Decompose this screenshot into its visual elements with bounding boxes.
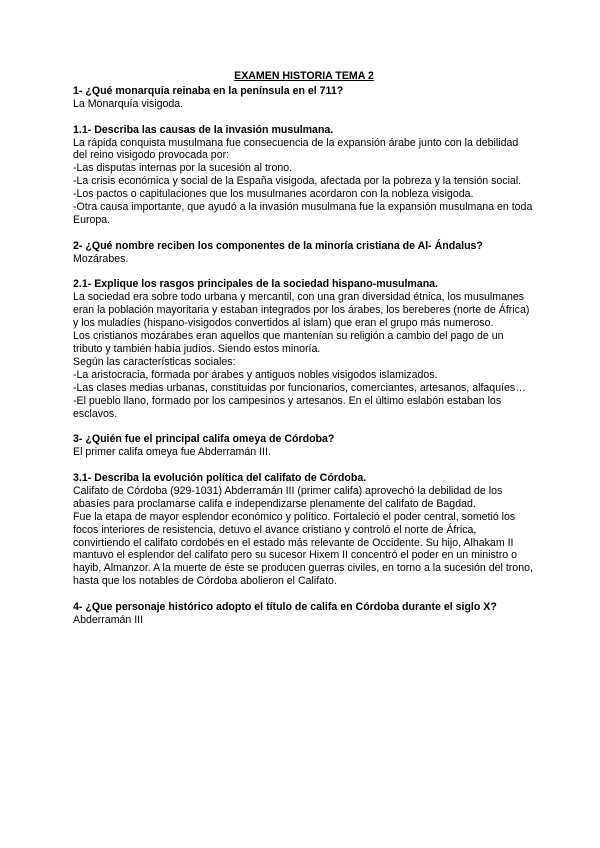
answer-line: Los cristianos mozárabes eran aquellos que mantenían su religión a cambio del pago de un tributo y también había judíos. Siendo estos minoría.	[73, 330, 504, 355]
answer-line: -Las clases medias urbanas, constituidas por funcionarios, comerciantes, artesanos, alfaquíes…	[73, 381, 526, 394]
answer-line: La rápida conquista musulmana fue consecuencia de la expansión árabe junto con la debilidad del reino visigodo provocada por:	[73, 136, 519, 162]
answer-line: La sociedad era sobre todo urbana y mercantil, con una gran diversidad étnica, los musulmanes eran la población mayoritaria y estaban integrados por los árabes, los bereberes (norte de África) y los muladíes (hispano-visigodos convertidos al islam) que eran el grupo más numeroso.	[73, 291, 530, 330]
section-3	[73, 433, 535, 459]
answer-line: -La aristocracia, formada por árabes y antiguos nobles visigodos islamizados.	[73, 368, 438, 381]
question: 2.1- Explique los rasgos principales de la sociedad hispano-musulmana.	[73, 278, 439, 291]
answer-line: El primer califa omeya fue Abderramán III.	[73, 446, 271, 459]
answer-line: -El pueblo llano, formado por los campesinos y artesanos. En el último eslabón estaban los esclavos.	[73, 394, 502, 420]
question: 3.1- Describa la evolución política del califato de Córdoba.	[73, 472, 367, 485]
section-3-1	[73, 472, 535, 588]
section-2	[73, 240, 535, 266]
answer-line: Fue la etapa de mayor esplendor económico y político. Fortaleció el poder central, sometió los focos interiores de resistencia, detuvo el avance cristiano y controló el norte de África, convirtiendo el califato cordobés en el estado más relevante de Occidente. Su hijo, Alhakam II mantuvo el esplendor del califato pero su sucesor Hixem II concentró el poder en un ministro o hayib, Almanzor. A la muerte de éste se producen guerras civiles, en torno a la sucesión del trono, hasta que los notables de Córdoba abolieron el Califato.	[73, 510, 533, 588]
answer-line: La Monarquía visigoda.	[73, 97, 184, 110]
answer-line: Mozárabes.	[73, 252, 129, 265]
question: 1.1- Describa las causas de la invasión musulmana.	[73, 123, 334, 136]
answer-line: -Los pactos o capitulaciones que los musulmanes acordaron con la nobleza visigoda.	[73, 188, 474, 201]
exam-page	[73, 70, 535, 640]
question: 2- ¿Qué nombre reciben los componentes de la minoría cristiana de Al- Ándalus?	[73, 239, 483, 252]
answer-line: -La crisis económica y social de la España visigoda, afectada por la pobreza y la tensión social.	[73, 175, 522, 188]
question: 1- ¿Qué monarquía reinaba en la península en el 711?	[73, 84, 344, 97]
question: 3- ¿Quién fue el principal califa omeya de Córdoba?	[73, 433, 335, 446]
question: 4- ¿Que personaje histórico adopto el título de califa en Córdoba durante el siglo X?	[73, 601, 497, 614]
exam-title: EXAMEN HISTORIA TEMA 2	[234, 70, 374, 82]
section-1	[73, 85, 535, 111]
section-2-1	[73, 278, 535, 420]
answer-line: Según las características sociales:	[73, 355, 236, 368]
section-1-1	[73, 124, 535, 227]
answer-line: -Las disputas internas por la sucesión al trono.	[73, 162, 293, 175]
answer-line: Abderramán III	[73, 613, 144, 626]
section-4	[73, 601, 535, 627]
answer-line: -Otra causa importante, que ayudó a la invasión musulmana fue la expansión musulmana en toda Europa.	[73, 201, 533, 226]
answer-line: Califato de Córdoba (929-1031) Abderramán III (primer califa) aprovechó la debilidad de los abasíes para proclamarse califa e independizarse plenamente del califato de Bagdad.	[73, 484, 503, 510]
